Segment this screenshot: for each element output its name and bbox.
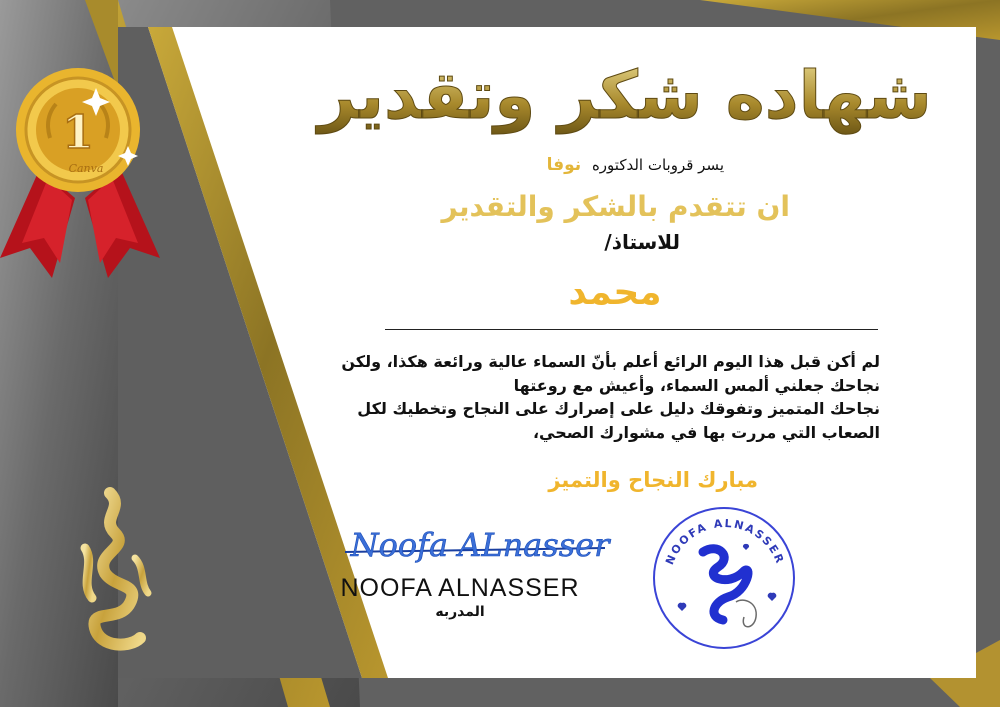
recipient-name: محمد xyxy=(568,272,662,313)
intro-line xyxy=(547,155,724,175)
body-line: نجاحك المتميز وتفوقك دليل على إصرارك على النجاح وتخطيك لكل xyxy=(357,399,880,418)
body-line: نجاحك جعلني ألمس السماء، وأعيش مع روعتها xyxy=(513,375,880,395)
doctor-name: نوفا xyxy=(546,155,582,175)
svg-text:NOOFA ALNASSER: NOOFA ALNASSER xyxy=(663,516,787,567)
svg-text:Noofa ALnasser: Noofa ALnasser xyxy=(350,526,610,564)
svg-text:Canva: Canva xyxy=(68,162,104,175)
divider-line xyxy=(385,329,878,330)
signature-image xyxy=(345,520,615,570)
svg-text:شهاده شكر وتقدير: شهاده شكر وتقدير xyxy=(318,57,932,134)
signer-name: NOOFA ALNASSER xyxy=(340,574,580,602)
certificate-title xyxy=(318,40,932,150)
intro-text: يسر قروبات الدكتوره xyxy=(591,156,724,174)
thanks-line: ان تتقدم بالشكر والتقدير xyxy=(441,190,790,223)
to-label: للاستاذ/ xyxy=(604,230,680,254)
certificate-body xyxy=(320,350,880,444)
body-line: الصعاب التي مررت بها في مشوارك الصحي، xyxy=(532,422,880,442)
signer-role: المدربه xyxy=(435,604,485,620)
svg-text:1: 1 xyxy=(61,105,95,159)
gold-medal-icon xyxy=(0,68,160,268)
noofa-calligraphy-logo-icon xyxy=(70,488,160,658)
noofa-seal-stamp-icon xyxy=(648,502,800,652)
congratulations-line: مبارك النجاح والتميز xyxy=(548,468,758,492)
body-line: لم أكن قبل هذا اليوم الرائع أعلم بأنّ السماء عالية ورائعة هكذا، ولكن xyxy=(341,352,880,371)
